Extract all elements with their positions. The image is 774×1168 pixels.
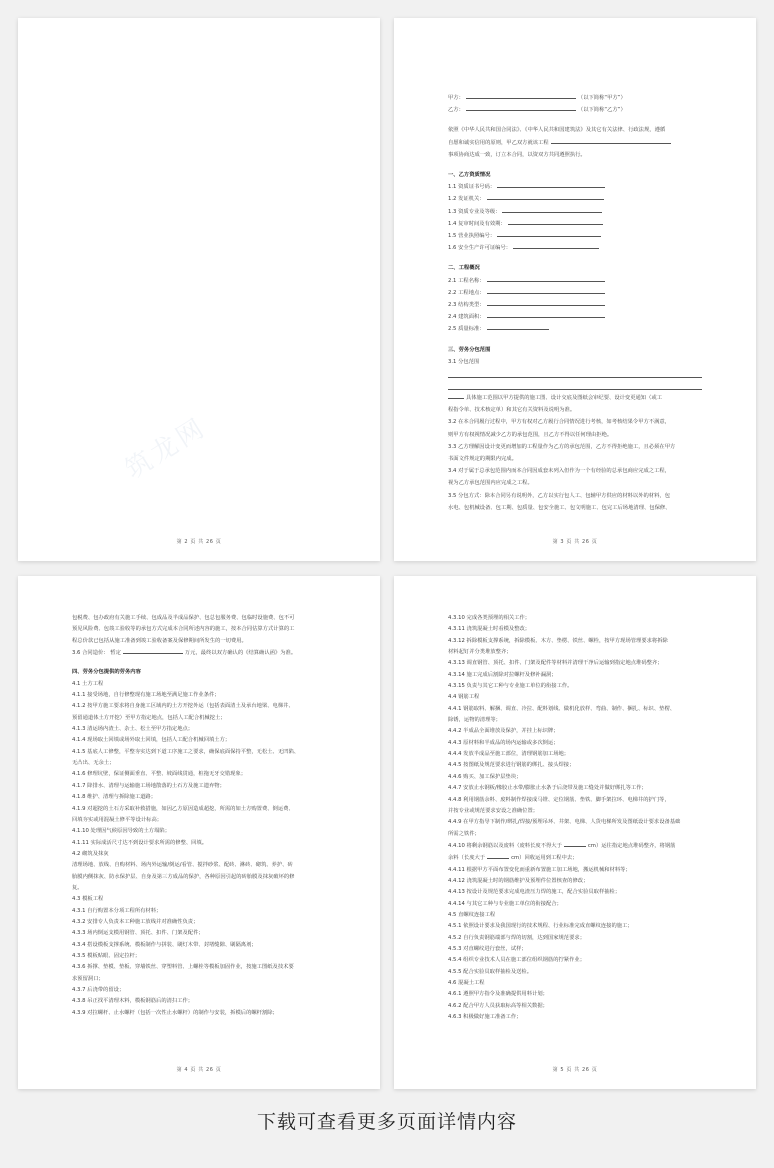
download-more-link[interactable]: 下载可查看更多页面详情内容 xyxy=(256,1111,517,1133)
text-line: 4.1.9 对超挖的土石方采取补救措施，如因乙方原因造成超挖，所需的如土方购置费、倒运费、 xyxy=(72,805,294,812)
text-line: 3.4 对于属于总承包范围内而本合同因成套未列入但作为一个有经验的总承包商应完成之工程， xyxy=(448,468,670,475)
text-line: 清理场地、放线、自购材料、场内外运输/倒运/看管、搅拌砂浆、配砖、淋砖、砌筑、养护、砖 xyxy=(72,862,293,869)
text-line: 程指令单、技术核定单）和其它有关资料及说明为准。 xyxy=(448,407,576,414)
text-line: 3.1 分包范围 xyxy=(448,358,480,365)
text-line: 4.5.2 自行负责钢筋端部与焊的切割，达到国家规范要求； xyxy=(448,934,585,941)
text-line: 4.3.10 完成各类预埋的相关工作； xyxy=(448,615,531,621)
page-body xyxy=(72,613,326,1019)
text-line: 4.4.12 浇筑混凝土时的钢筋维护及预埋件位置核查的修改； xyxy=(448,877,589,884)
watermark: 筑龙网 xyxy=(120,412,213,486)
text-line: 4.4.1 钢筋取料、解捆、调直、冷拉、配料划线、做机化放样、弯曲、制作、捆扎、标识、垫楞、 xyxy=(448,705,676,712)
text-line: 4.5.3 对直螺纹进行套丝，试样； xyxy=(448,945,527,952)
section-heading: 一、乙方资质情况 xyxy=(448,172,491,179)
page-body xyxy=(448,92,702,514)
text-line: 3.5 分包方式：除本合同另有说明外，乙方以实行包人工、包辅甲方供应的材料以外的材料，包 xyxy=(448,492,670,499)
section-heading: 四、劳务分包提供的劳务内容 xyxy=(72,669,141,676)
text-line: 水电、包机械设备、包工期、包质量、包安全施工、包文明施工、包完工后场地清理、包保修、 xyxy=(448,504,671,511)
text-line: 4.4.14 与其它工种与专业施工单位的衔接配合； xyxy=(448,900,562,907)
page-number: 第 2 页 共 26 页 xyxy=(176,539,222,545)
text-line: 余料（长度大于 cm）回收运用到工程中去； xyxy=(448,852,702,864)
text-line: 4.4.3 原材料和半成品的场内运输或多次倒运； xyxy=(448,739,559,746)
text-line: 4.5.1 依照设计要求及我国现行的技术规程、行业标准完成直螺纹连接的施工； xyxy=(448,923,633,930)
section-heading: 二、工程概况 xyxy=(448,265,480,272)
text-line: 书面文件规定的期限内完成。 xyxy=(448,456,517,463)
text-line: 4.4.6 购买、加工保护层垫块； xyxy=(448,773,522,780)
text-line: 4.3 模板工程 xyxy=(72,896,104,903)
text-line: 预见风险费、包竣工验收等的承包方式完成本合同所述内容的施工，按本合同估算方式计算的工 xyxy=(72,626,295,633)
page-number: 第 5 页 共 26 页 xyxy=(552,1067,598,1073)
document-page-5 xyxy=(394,576,756,1089)
document-page-4 xyxy=(18,576,380,1089)
field-line: 1.1 资质证书号码： xyxy=(448,181,702,193)
text-line: 4.1.4 现场取土回填或场外取土回填，包括人工配合机械回填土方； xyxy=(72,737,231,744)
text-line: 4.1.3 清运场内渣土、杂土、松土至甲方指定地点； xyxy=(72,726,194,733)
text-line: 4.6.1 遵照甲方指令及准确提供用料计划； xyxy=(448,991,548,998)
text-line: 4.3.13 调直钢管、顶托、扣件、门架及配件等材料并清理干净后运输到指定地点堆码整齐； xyxy=(448,660,663,667)
text-line: 4.3.9 对拉螺杆、止水螺杆（包括一次性止水螺杆）的制作与安装，拆模后的螺杆割除； xyxy=(72,1009,278,1016)
field-line: 2.2 工程地点： xyxy=(448,287,702,299)
text-line: 4.3.12 拆除模板支撑系统，拆除模板、木方、垫楞、铁丝、螺栓，按甲方现场管理要求将拆除 xyxy=(448,637,668,644)
text-line: 4.4.5 按图纸及规范要求进行钢筋的绑扎、接头焊接； xyxy=(448,762,575,769)
text-line: 包税费、包办政府有关施工手续、包成品及半成品保护、包总包服务费、包临时设施费、包不可 xyxy=(72,615,295,621)
text-line: 具体施工范围以甲方提供的施工图、设计交底及图纸会审纪要、设计变更通知（或工 xyxy=(448,392,702,404)
field-line: 2.5 质量标准： xyxy=(448,323,702,335)
text-line: 4.1 土方工程 xyxy=(72,680,104,687)
text-line: 并按专业或规范要求安设之准确位置； xyxy=(448,807,539,814)
text-line: 除锈，运物的清理等； xyxy=(448,717,501,724)
text-line: 自愿和诚实信用的原则，甲乙双方就该工程 xyxy=(448,137,702,149)
text-line: 材料起钉并分类堆放整齐； xyxy=(448,649,512,656)
text-line: 预留通道体土方开挖）至甲方指定地点，包括人工配合机械挖土； xyxy=(72,714,226,721)
field-line: 2.4 建筑面积： xyxy=(448,311,702,323)
text-line: 4.4.13 按设计及规范要求完成电渣压力焊的施工，配合实验员取样抽检； xyxy=(448,889,621,896)
page-number: 第 4 页 共 26 页 xyxy=(176,1067,222,1073)
text-line: 4.5 直螺纹连接工程 xyxy=(448,911,496,918)
document-page-3 xyxy=(394,18,756,561)
field-line: 1.5 营业执照编号： xyxy=(448,230,702,242)
text-line: 4.1.6 修理坑壁，保证侧面垂直、平整、坡面线贯通，桩拖无牙交错现象； xyxy=(72,771,247,778)
text-line: 4.4 钢筋工程 xyxy=(448,694,480,701)
text-line: 3.6 合同造价： 暂定 万元，最终以双方确认的《结算确认函》为准。 xyxy=(72,647,326,659)
text-line: 4.1.11 实际成活尺寸达不到设计要求所需的修整、回填。 xyxy=(72,839,208,846)
text-line: 4.4.4 发放半成品至施工部位，清理钢筋加工场地； xyxy=(448,751,570,758)
text-line: 乙方： （以下简称“乙方”） xyxy=(448,104,702,116)
field-line: 2.3 结构类型： xyxy=(448,299,702,311)
blank-line xyxy=(448,368,702,378)
section-heading: 三、劳务分包范围 xyxy=(448,346,491,353)
text-line: 无凸出、无余土； xyxy=(72,760,115,767)
text-line: 依照《中华人民共和国合同法》、《中华人民共和国建筑法》及其它有关法律、行政法规，遵循 xyxy=(448,127,666,134)
text-line: 4.3.8 吊正找平清理木料，模板钢筋后的清扫工作； xyxy=(72,998,194,1005)
text-line: 3.2 在本合同履行过程中，甲方有权对乙方履行合同情况进行考核，如考核结果令甲方不满意， xyxy=(448,419,670,426)
text-line: 4.1.8 维护、清理与拆除施工道路； xyxy=(72,794,157,801)
text-line: 视为乙方承包范围内应完成之工程。 xyxy=(448,480,533,487)
text-line: 复。 xyxy=(72,884,83,891)
text-line: 4.3.6 拆撑、垫模、垫板、穿墙铁丝、穿塑料管、上螺栓等模板加固作业，按施工图纸及技术要 xyxy=(72,964,294,971)
text-line: 4.1.7 降排水、清理与运输施工场地散落的土石方及施工遗弃物； xyxy=(72,782,225,789)
text-line: 4.3.7 后浇带的留设； xyxy=(72,987,125,993)
text-line: 4.5.5 配合实验员取样抽检及送检。 xyxy=(448,968,533,975)
text-line: 4.3.2 安排专人负责本工种施工放线并对准确性负责； xyxy=(72,918,199,925)
text-line: 4.5.4 组织专业技术人员在施工部位组织钢筋的拧紧作业； xyxy=(448,957,585,964)
text-line: 4.4.2 半成品全面堆放及保护，并挂上标识牌； xyxy=(448,728,559,735)
text-line: 4.6.3 积极做好施工准备工作； xyxy=(448,1014,522,1021)
blank-line xyxy=(448,380,702,390)
text-line: 4.3.1 自行购置本分项工程所有材料； xyxy=(72,907,162,914)
text-line: 求预留洞口； xyxy=(72,975,104,982)
field-line: 1.2 发证机关： xyxy=(448,193,702,205)
text-line: 4.1.5 基底人工修整，平整夯实达到下道工序施工之要求，确保底面保持平整，无松土、无凹陷、 xyxy=(72,748,300,755)
text-line: 4.3.15 负责与其它工种与专业施工单位的衔接工作。 xyxy=(448,683,573,690)
text-line: 则甲方有权视情况减少乙方的承包范围，且乙方不得以任何理由拒绝。 xyxy=(448,431,613,438)
text-line: 4.1.10 处理因气候原因导致的土方塌陷； xyxy=(72,828,170,835)
page-body xyxy=(448,613,702,1023)
field-line: 1.4 复审时间及有效期： xyxy=(448,218,702,230)
text-line: 4.6 混凝土工程 xyxy=(448,980,485,986)
text-line: 4.3.11 浇筑混凝土时看模及整改； xyxy=(448,626,531,633)
field-line: 1.6 安全生产许可证编号： xyxy=(448,242,702,254)
text-line: 4.1.2 按甲方施工要求将自身施工区域内的土方开挖外运（包括表面清土及承台地梁、电梯井、 xyxy=(72,703,294,710)
text-line: 4.3.5 模板贴眼、固定拉杆； xyxy=(72,952,141,959)
document-page-2 xyxy=(18,18,380,561)
text-line: 4.4.7 安放止水钢板/橡胶止水带/膨胀止水条于后浇带及施工缝处并做好绑扎等工作； xyxy=(448,785,647,792)
text-line: 事项协商达成一致，订立本合同，以资双方共同遵照执行。 xyxy=(448,151,586,158)
text-line: 4.3.14 施工完成后割除对拉螺杆及修补漏洞； xyxy=(448,671,557,678)
text-line: 4.3.3 场内倒运支模用钢管、顶托、扣件、门架及配件； xyxy=(72,930,204,937)
text-line: 4.4.10 将剩余钢筋以及废料（废料长度不得大于 cm）运往指定地点堆码整齐，将钢筋 xyxy=(448,840,702,852)
field-line: 2.1 工程名称： xyxy=(448,275,702,287)
text-line: 3.3 乙方理解因设计变更而增加的工程量作为乙方的承包范围，乙方不得拒绝施工，且必须在甲方 xyxy=(448,443,676,450)
text-line: 甲方： （以下简称“甲方”） xyxy=(448,92,702,104)
text-line: 程总价款已包括从施工准备到竣工验收备案及保修期间所发生的一切费用。 xyxy=(72,637,247,644)
field-line: 1.3 资质专业及等级： xyxy=(448,206,702,218)
text-line: 胎膜内侧抹灰、防水保护层、自身及第三方成品的保护，各种原因引起的砖胎膜及抹灰破坏的修 xyxy=(72,873,295,880)
text-line: 所需之铁件； xyxy=(448,830,480,837)
text-line: 回填夯实或用混凝土修平等设计标高； xyxy=(72,816,163,823)
text-line: 4.4.9 在甲方指导下制作/绑扎/焊接/预埋吊环、井架、电梯、人货电梯所发及图纸设计要求设备基础 xyxy=(448,819,681,826)
text-line: 4.4.11 根据甲方平面布置变化而重新布置施工加工场地，搬运机械和材料等； xyxy=(448,866,631,873)
text-line: 4.6.2 配合甲方人员获取标高等相关数据； xyxy=(448,1002,548,1009)
text-line: 4.1.1 接受场地，自行修整现有施工场地至满足施工作业条件； xyxy=(72,692,220,699)
text-line: 4.4.8 利用钢筋余料、废料制作焊接成马镫、定位钢筋、垫铁、脚手架拉环、电梯井的护门等， xyxy=(448,796,670,803)
text-line: 4.3.4 搭设模板支撑系统、模板制作与拼装、刷灯木带、封堵缝隙、刷隔离剂； xyxy=(72,941,257,948)
page-number: 第 3 页 共 26 页 xyxy=(552,539,598,545)
text-line: 4.2 砌筑及抹灰 xyxy=(72,850,109,857)
